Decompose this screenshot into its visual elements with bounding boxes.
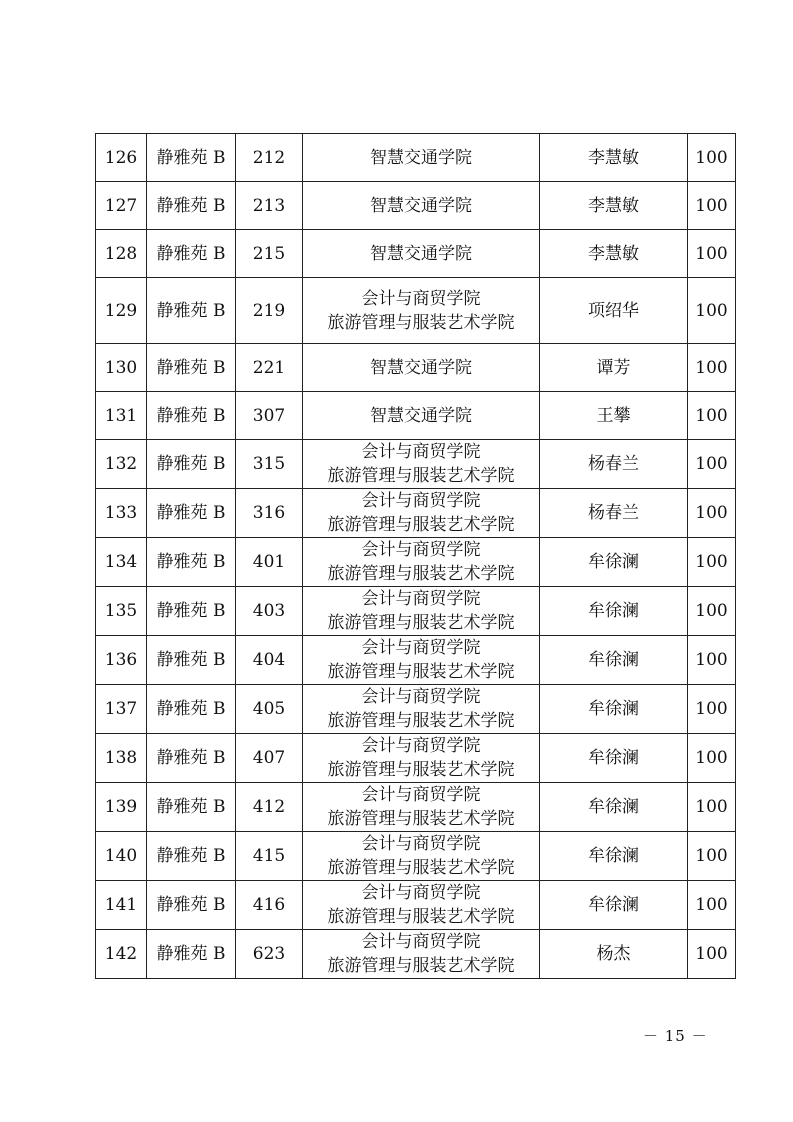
building-cell: 静雅苑 B [147,881,236,930]
manager-cell: 李慧敏 [540,182,688,230]
department-name: 会计与商贸学院 [361,687,481,707]
table-row [96,881,736,930]
row-number-cell: 129 [96,278,147,344]
department-name: 会计与商贸学院 [361,442,481,462]
department-cell [303,783,540,832]
department-cell [303,832,540,881]
table-row [96,734,736,783]
table-row [96,230,736,278]
department-cell [303,134,540,182]
table-body [96,134,736,979]
row-number-cell: 138 [96,734,147,783]
table-row [96,440,736,489]
building-cell: 静雅苑 B [147,278,236,344]
table-row [96,587,736,636]
department-name: 旅游管理与服装艺术学院 [327,312,515,333]
row-number-cell: 135 [96,587,147,636]
department-cell [303,489,540,538]
room-cell: 219 [236,278,303,344]
department-name: 会计与商贸学院 [361,540,481,560]
row-number-cell: 140 [96,832,147,881]
department-cell [303,881,540,930]
department-name: 会计与商贸学院 [361,932,481,952]
manager-cell: 牟徐澜 [540,832,688,881]
table-row [96,636,736,685]
department-cell [303,392,540,440]
manager-cell: 牟徐澜 [540,734,688,783]
table-row [96,392,736,440]
department-name: 会计与商贸学院 [361,883,481,903]
department-cell [303,344,540,392]
manager-cell: 牟徐澜 [540,783,688,832]
building-cell: 静雅苑 B [147,538,236,587]
row-number-cell: 134 [96,538,147,587]
building-cell: 静雅苑 B [147,344,236,392]
manager-cell: 牟徐澜 [540,685,688,734]
department-name: 旅游管理与服装艺术学院 [327,858,515,878]
dormitory-score-table [95,133,736,979]
row-number-cell: 131 [96,392,147,440]
department-name: 旅游管理与服装艺术学院 [327,907,515,927]
room-cell: 412 [236,783,303,832]
room-cell: 221 [236,344,303,392]
department-cell [303,538,540,587]
table-row [96,182,736,230]
department-cell [303,440,540,489]
table-row [96,930,736,979]
score-cell: 100 [688,930,736,979]
building-cell: 静雅苑 B [147,685,236,734]
department-name: 旅游管理与服装艺术学院 [327,956,515,976]
department-cell [303,930,540,979]
room-cell: 315 [236,440,303,489]
department-name: 旅游管理与服装艺术学院 [327,564,515,584]
building-cell: 静雅苑 B [147,636,236,685]
department-name: 会计与商贸学院 [361,834,481,854]
room-cell: 416 [236,881,303,930]
score-cell: 100 [688,587,736,636]
room-cell: 212 [236,134,303,182]
building-cell: 静雅苑 B [147,489,236,538]
department-cell [303,587,540,636]
building-cell: 静雅苑 B [147,930,236,979]
score-cell: 100 [688,734,736,783]
building-cell: 静雅苑 B [147,734,236,783]
score-cell: 100 [688,344,736,392]
manager-cell: 王攀 [540,392,688,440]
table-row [96,538,736,587]
department-name: 旅游管理与服装艺术学院 [327,515,515,535]
table-row [96,832,736,881]
row-number-cell: 133 [96,489,147,538]
score-cell: 100 [688,881,736,930]
department-name: 会计与商贸学院 [361,288,481,309]
table-row [96,783,736,832]
department-name: 旅游管理与服装艺术学院 [327,662,515,682]
manager-cell: 杨杰 [540,930,688,979]
building-cell: 静雅苑 B [147,832,236,881]
row-number-cell: 137 [96,685,147,734]
score-cell: 100 [688,278,736,344]
manager-cell: 李慧敏 [540,134,688,182]
row-number-cell: 141 [96,881,147,930]
department-cell [303,182,540,230]
score-cell: 100 [688,636,736,685]
row-number-cell: 139 [96,783,147,832]
department-name: 会计与商贸学院 [361,785,481,805]
room-cell: 316 [236,489,303,538]
building-cell: 静雅苑 B [147,392,236,440]
department-name: 旅游管理与服装艺术学院 [327,466,515,486]
row-number-cell: 130 [96,344,147,392]
department-name: 智慧交通学院 [370,405,472,426]
building-cell: 静雅苑 B [147,134,236,182]
room-cell: 307 [236,392,303,440]
row-number-cell: 127 [96,182,147,230]
building-cell: 静雅苑 B [147,182,236,230]
department-cell [303,636,540,685]
department-name: 旅游管理与服装艺术学院 [327,809,515,829]
manager-cell: 项绍华 [540,278,688,344]
room-cell: 403 [236,587,303,636]
score-cell: 100 [688,440,736,489]
room-cell: 401 [236,538,303,587]
room-cell: 404 [236,636,303,685]
score-cell: 100 [688,783,736,832]
department-cell [303,685,540,734]
room-cell: 405 [236,685,303,734]
department-name: 旅游管理与服装艺术学院 [327,613,515,633]
department-cell [303,278,540,344]
row-number-cell: 126 [96,134,147,182]
department-name: 会计与商贸学院 [361,589,481,609]
department-name: 旅游管理与服装艺术学院 [327,711,515,731]
score-cell: 100 [688,538,736,587]
department-name: 智慧交通学院 [370,195,472,216]
manager-cell: 杨春兰 [540,440,688,489]
row-number-cell: 136 [96,636,147,685]
manager-cell: 牟徐澜 [540,881,688,930]
score-cell: 100 [688,392,736,440]
score-cell: 100 [688,134,736,182]
table-row [96,685,736,734]
building-cell: 静雅苑 B [147,783,236,832]
building-cell: 静雅苑 B [147,440,236,489]
row-number-cell: 132 [96,440,147,489]
score-cell: 100 [688,685,736,734]
manager-cell: 牟徐澜 [540,587,688,636]
department-name: 智慧交通学院 [370,357,472,378]
manager-cell: 牟徐澜 [540,538,688,587]
manager-cell: 牟徐澜 [540,636,688,685]
page-number: － 15 － [643,1027,708,1045]
score-cell: 100 [688,489,736,538]
department-name: 会计与商贸学院 [361,638,481,658]
room-cell: 215 [236,230,303,278]
score-cell: 100 [688,832,736,881]
department-name: 旅游管理与服装艺术学院 [327,760,515,780]
department-name: 智慧交通学院 [370,243,472,264]
table-row [96,489,736,538]
department-cell [303,734,540,783]
room-cell: 213 [236,182,303,230]
building-cell: 静雅苑 B [147,230,236,278]
department-name: 会计与商贸学院 [361,491,481,511]
manager-cell: 谭芳 [540,344,688,392]
table-row [96,278,736,344]
building-cell: 静雅苑 B [147,587,236,636]
department-cell [303,230,540,278]
department-name: 智慧交通学院 [370,147,472,168]
table-row [96,344,736,392]
score-cell: 100 [688,230,736,278]
row-number-cell: 142 [96,930,147,979]
room-cell: 415 [236,832,303,881]
manager-cell: 李慧敏 [540,230,688,278]
department-name: 会计与商贸学院 [361,736,481,756]
room-cell: 623 [236,930,303,979]
row-number-cell: 128 [96,230,147,278]
manager-cell: 杨春兰 [540,489,688,538]
room-cell: 407 [236,734,303,783]
score-cell: 100 [688,182,736,230]
table-row [96,134,736,182]
